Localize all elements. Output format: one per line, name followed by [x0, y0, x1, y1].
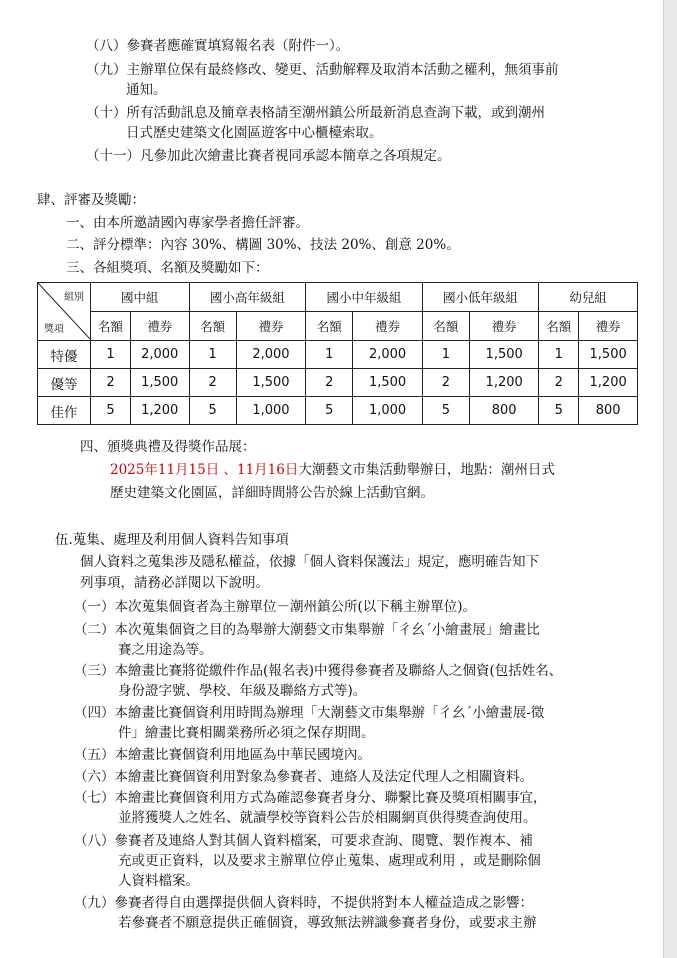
table-cell: 1,000 — [236, 397, 305, 425]
table-cell: 1,200 — [469, 369, 538, 397]
table-cell: 1 — [306, 341, 353, 369]
rule-item-8: （八）參賽者應確實填寫報名表（附件一）。 — [86, 38, 350, 54]
row-label: 特優 — [38, 341, 91, 369]
corner-label-award: 獎項 — [44, 324, 64, 335]
table-cell: 1,200 — [579, 369, 638, 397]
table-corner-cell — [38, 283, 91, 341]
subheader-voucher: 禮券 — [130, 312, 189, 341]
privacy-item-3-cont: 身份證字號、學校、年級及聯絡方式等)。 — [118, 683, 367, 699]
table-cell: 2,000 — [236, 341, 305, 369]
table-row — [38, 397, 638, 425]
section-4-heading: 肆、評審及獎勵： — [37, 192, 145, 208]
table-cell: 800 — [579, 397, 638, 425]
table-cell: 5 — [306, 397, 353, 425]
group-header: 國小中年級組 — [306, 283, 423, 312]
subheader-quota: 名額 — [306, 312, 353, 341]
subheader-voucher: 禮券 — [579, 312, 638, 341]
table-cell: 5 — [539, 397, 579, 425]
subheader-voucher: 禮券 — [236, 312, 305, 341]
privacy-item-2: （二）本次蒐集個資之目的為舉辦大潮藝文市集舉辦「彳幺ˊ小繪畫展」繪畫比 — [74, 622, 540, 638]
table-cell: 1,000 — [353, 397, 422, 425]
ceremony-line-2: 歷史建築文化園區，詳細時間將公告於線上活動官網。 — [110, 485, 434, 501]
scrollbar-thumb[interactable] — [666, 0, 674, 958]
privacy-item-9: （九）參賽者得自由選擇提供個人資料時，不提供將對本人權益造成之影響： — [74, 895, 533, 911]
table-cell: 1 — [189, 341, 236, 369]
section-4-item-2: 二、評分標準：內容 30%、構圖 30%、技法 20%、創意 20%。 — [66, 237, 460, 253]
section-4-item-3: 三、各組獎項、名額及獎勵如下： — [66, 260, 269, 276]
section-5-intro-2: 列事項，請務必詳閱以下說明。 — [80, 575, 269, 591]
privacy-item-2-cont: 賽之用途為等。 — [118, 642, 213, 658]
table-cell: 2 — [306, 369, 353, 397]
table-cell: 2 — [189, 369, 236, 397]
privacy-item-4: （四）本繪畫比賽個資利用時間為辦理「大潮藝文市集舉辦「彳幺ˊ小繪畫展-徵 — [74, 705, 545, 721]
privacy-item-9-cont: 若參賽者不願意提供正確個資，導致無法辨識參賽者身份，或要求主辦 — [118, 915, 537, 931]
row-label: 優等 — [38, 369, 91, 397]
table-cell: 1,500 — [469, 341, 538, 369]
group-header: 幼兒組 — [539, 283, 638, 312]
corner-label-group: 組別 — [64, 292, 84, 303]
privacy-item-8-cont-1: 充或更正資料，以及要求主辦單位停止蒐集、處理或利用 ，或是刪除個 — [118, 853, 541, 869]
privacy-item-5: （五）本繪畫比賽個資利用地區為中華民國境內。 — [74, 747, 371, 763]
subheader-quota: 名額 — [91, 312, 131, 341]
table-cell: 1,500 — [353, 369, 422, 397]
table-cell: 2,000 — [130, 341, 189, 369]
table-cell: 5 — [422, 397, 469, 425]
table-cell: 1,200 — [130, 397, 189, 425]
table-cell: 5 — [189, 397, 236, 425]
table-cell: 800 — [469, 397, 538, 425]
privacy-item-6: （六）本繪畫比賽個資利用對象為參賽者、連絡人及法定代理人之相關資料。 — [74, 769, 533, 785]
subheader-voucher: 禮券 — [353, 312, 422, 341]
group-header: 國中組 — [91, 283, 190, 312]
table-cell: 1 — [91, 341, 131, 369]
rule-item-11: （十一）凡參加此次繪畫比賽者視同承認本簡章之各項規定。 — [86, 148, 451, 164]
ceremony-date: 2025年11月15日 、11月16日 — [110, 462, 299, 478]
section-5-heading: 伍.蒐集、處理及利用個人資料告知事項 — [55, 532, 289, 548]
section-4-item-1: 一、由本所邀請國內專家學者擔任評審。 — [66, 215, 309, 231]
subheader-quota: 名額 — [539, 312, 579, 341]
ceremony-line-1 — [110, 461, 555, 479]
privacy-item-3: （三）本繪畫比賽將從繳件作品(報名表)中獲得參賽者及聯絡人之個資(包括姓名、 — [74, 663, 563, 679]
section-5-intro-1: 個人資料之蒐集涉及隱私權益，依據「個人資料保護法」規定，應明確告知下 — [80, 554, 539, 570]
group-header: 國小低年級組 — [422, 283, 539, 312]
privacy-item-1: （一）本次蒐集個資者為主辦單位－潮州鎮公所(以下稱主辦單位)。 — [74, 599, 477, 615]
subheader-voucher: 禮券 — [469, 312, 538, 341]
table-cell: 2 — [422, 369, 469, 397]
rule-item-9: （九）主辦單位保有最終修改、變更、活動解釋及取消本活動之權利，無須事前 — [86, 62, 559, 78]
privacy-item-7-cont: 並將獲獎人之姓名、就讀學校等資料公告於相關網頁供得獎查詢使用。 — [118, 810, 537, 826]
table-cell: 1 — [422, 341, 469, 369]
subheader-quota: 名額 — [422, 312, 469, 341]
row-label: 佳作 — [38, 397, 91, 425]
table-cell: 2 — [539, 369, 579, 397]
table-cell: 1,500 — [579, 341, 638, 369]
rule-item-10-cont: 日式歷史建築文化園區遊客中心櫃檯索取。 — [126, 125, 383, 141]
award-table — [37, 282, 638, 425]
privacy-item-8-cont-2: 人資料檔案。 — [118, 873, 199, 889]
privacy-item-7: （七）本繪畫比賽個資利用方式為確認參賽者身分、聯繫比賽及獎項相關事宜， — [74, 790, 547, 806]
table-row — [38, 341, 638, 369]
table-row — [38, 369, 638, 397]
table-cell: 5 — [91, 397, 131, 425]
table-cell: 2,000 — [353, 341, 422, 369]
group-header: 國小高年級組 — [189, 283, 306, 312]
subheader-quota: 名額 — [189, 312, 236, 341]
rule-item-10: （十）所有活動訊息及簡章表格請至潮州鎮公所最新消息查詢下載，或到潮州 — [86, 105, 545, 121]
table-cell: 2 — [91, 369, 131, 397]
vertical-scrollbar[interactable] — [663, 0, 677, 958]
privacy-item-4-cont: 件」繪畫比賽相關業務所必須之保存期間。 — [118, 725, 375, 741]
table-cell: 1,500 — [236, 369, 305, 397]
table-cell: 1 — [539, 341, 579, 369]
table-cell: 1,500 — [130, 369, 189, 397]
rule-item-9-cont: 通知。 — [126, 82, 167, 98]
ceremony-location: 大潮藝文市集活動舉辦日，地點：潮州日式 — [298, 462, 555, 478]
ceremony-heading: 四、頒獎典禮及得獎作品展： — [80, 439, 256, 455]
privacy-item-8: （八）參賽者及連絡人對其個人資料檔案，可要求查詢、閱覽、製作複本、補 — [74, 833, 533, 849]
